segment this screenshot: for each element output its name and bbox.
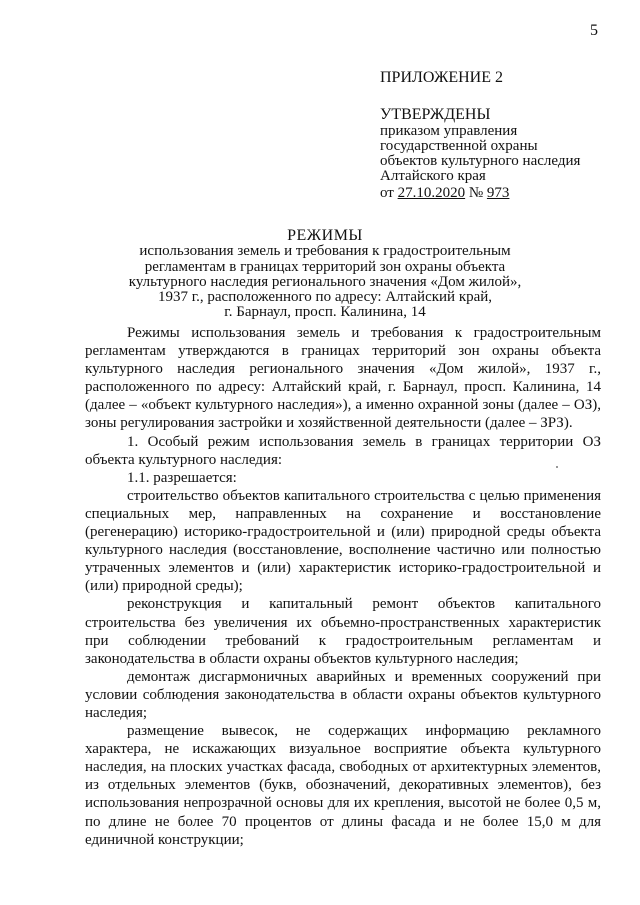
appendix-label: ПРИЛОЖЕНИЕ 2 [380, 69, 504, 86]
title-line: культурного наследия регионального значения «Дом жилой», [128, 273, 522, 290]
title-line: регламентам в границах территорий зон охраны объекта [144, 258, 506, 275]
approval-stamp [380, 70, 620, 201]
allowed-item: строительство объектов капитального строительства с целью применения специальных мер, направленных на сохранение и восстановление (регенерацию) историко-градостроительной и (или) природной среды объекта культурного наследия (восстановление, восполнение частично или полностью утраченных элементов и (или) характеристик историко-градостроительной и (или) природной среды); [85, 487, 601, 595]
order-number-sign: № [468, 185, 484, 201]
order-prefix: от [380, 185, 394, 201]
title-line: 1937 г., расположенного по адресу: Алтайский край, [157, 289, 493, 306]
allowed-item: демонтаж дисгармоничных аварийных и временных сооружений при условии соблюдения законодательства в области охраны объектов культурного наследия; [85, 668, 601, 721]
approval-line: объектов культурного наследия [380, 153, 581, 169]
order-date: 27.10.2020 [397, 185, 466, 201]
scan-speck [556, 466, 558, 468]
order-number: 973 [486, 185, 510, 201]
page-number: 5 [590, 22, 598, 39]
title-heading: РЕЖИМЫ [287, 227, 363, 244]
subsection-1-1-heading: 1.1. разрешается: [127, 469, 237, 486]
approval-line: Алтайского края [380, 168, 486, 184]
approved-label: УТВЕРЖДЕНЫ [380, 106, 491, 123]
approval-line: приказом управления [380, 123, 518, 139]
order-reference [380, 186, 620, 201]
document-body [85, 322, 601, 849]
allowed-item: реконструкция и капитальный ремонт объектов капитального строительства без увеличения их объемно-пространственных характеристик при соблюдении требований к градостроительным регламентам и законодательства в области охраны объектов культурного наследия; [85, 596, 601, 667]
allowed-item: размещение вывесок, не содержащих информацию рекламного характера, не искажающих визуальное восприятие объекта культурного наследия, на плоских участках фасада, свободных от архитектурных элементов, из отдельных элементов (букв, обозначений, декоративных элементов), без использования непрозрачной основы для их крепления, высотой не более 0,5 м, по длине не более 70 процентов от длины фасада и не более 15,0 м для единичной конструкции; [85, 723, 601, 848]
intro-paragraph: Режимы использования земель и требования к градостроительным регламентам утверждаются в границах территорий зон охраны объекта культурного наследия регионального значения «Дом жилой», 1937 г., расположенного по адресу: Алтайский край, г. Барнаул, просп. Калинина, 14 (далее – «объект культурного наследия»), а именно охранной зоны (далее – ОЗ), зоны регулирования застройки и хозяйственной деятельности (далее – ЗРЗ). [85, 325, 601, 432]
title-line: использования земель и требования к градостроительным [139, 243, 511, 260]
document-title [110, 228, 540, 321]
approval-line: государственной охраны [380, 138, 538, 154]
title-line: г. Барнаул, просп. Калинина, 14 [224, 304, 426, 321]
section-1-heading: 1. Особый режим использования земель в границах территории ОЗ объекта культурного наследия: [85, 433, 601, 468]
